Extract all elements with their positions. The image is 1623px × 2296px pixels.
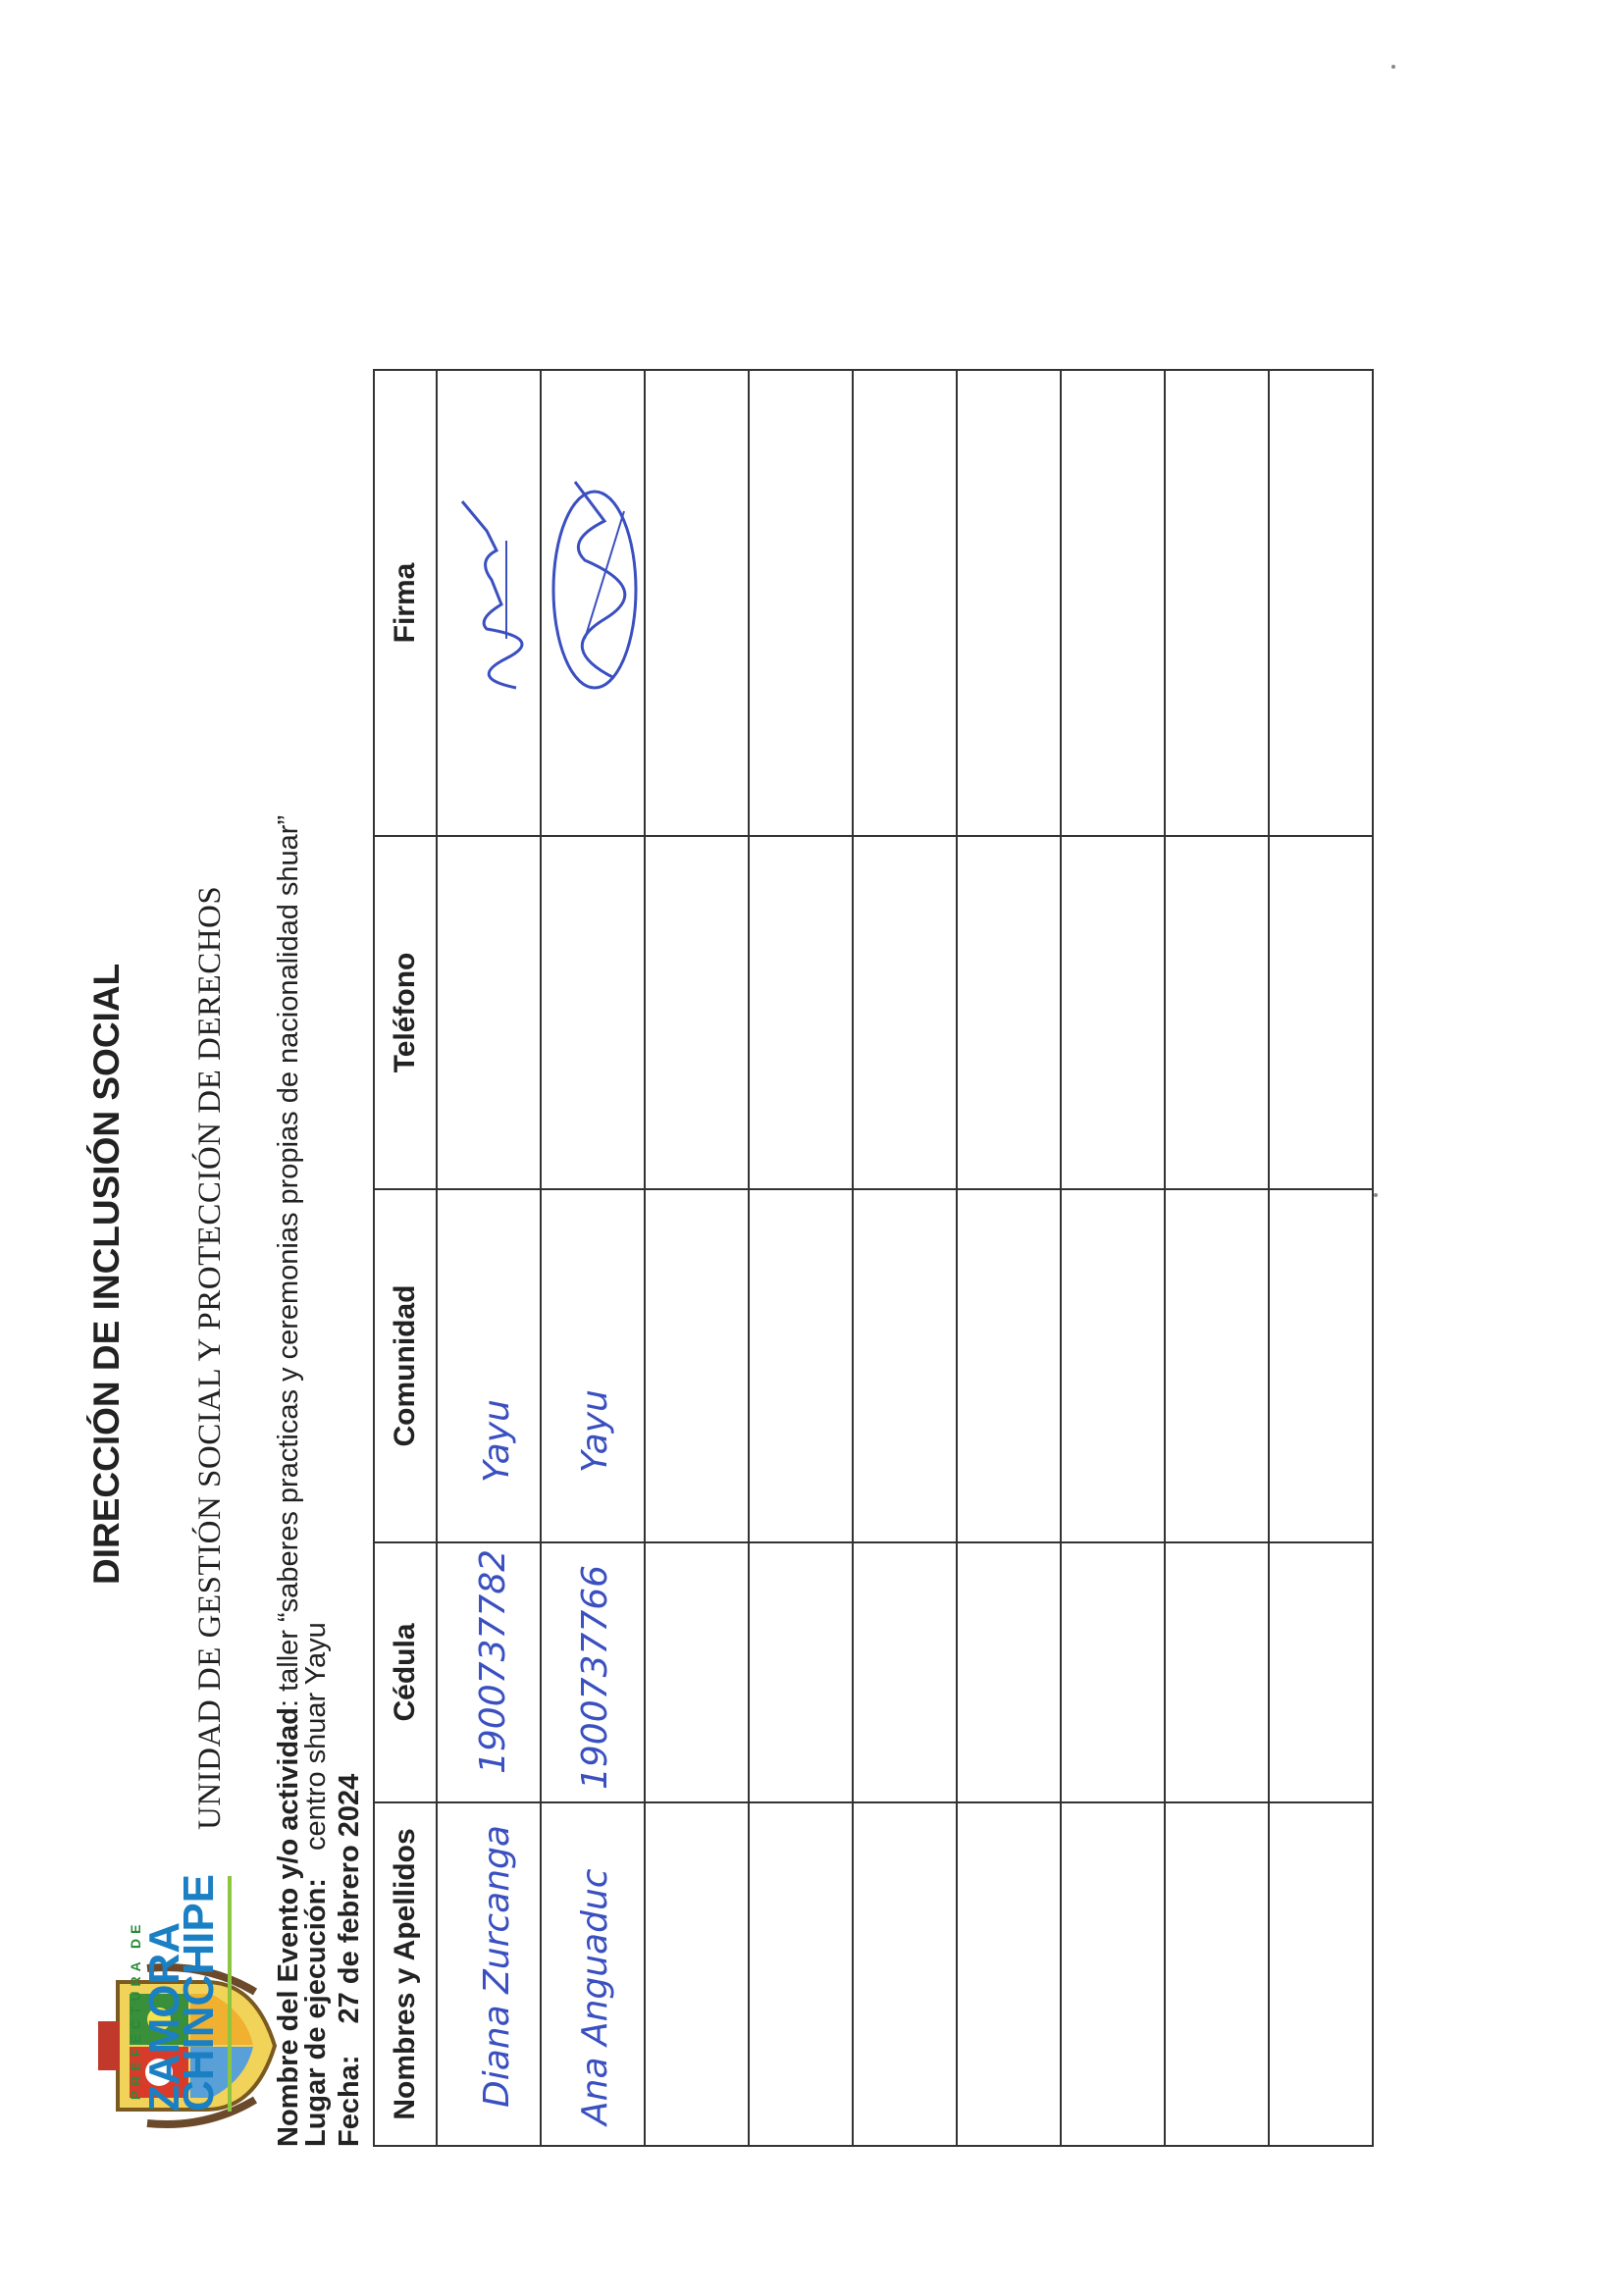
column-header-telefono: Teléfono — [374, 836, 437, 1189]
handwritten-comunidad: Yayu — [477, 1399, 517, 1483]
cell-cedula[interactable] — [1165, 1542, 1269, 1802]
event-name-label: Nombre del Evento y/o actividad — [273, 1707, 304, 2147]
table-row — [645, 370, 749, 2146]
handwritten-comunidad: Yayu — [575, 1389, 615, 1473]
cell-telefono[interactable] — [749, 836, 853, 1189]
cell-comunidad[interactable] — [541, 1189, 645, 1542]
cell-comunidad[interactable] — [1061, 1189, 1165, 1542]
cell-cedula[interactable] — [749, 1542, 853, 1802]
cell-firma[interactable] — [957, 370, 1061, 836]
cell-cedula[interactable] — [645, 1542, 749, 1802]
cell-cedula[interactable] — [853, 1542, 957, 1802]
cell-nombre[interactable] — [1061, 1802, 1165, 2146]
brand-line-1: ZAMORA — [140, 1921, 188, 2112]
cell-comunidad[interactable] — [645, 1189, 749, 1542]
cell-telefono[interactable] — [853, 836, 957, 1189]
page-title: DIRECCIÓN DE INCLUSIÓN SOCIAL — [86, 963, 127, 1585]
cell-comunidad[interactable] — [957, 1189, 1061, 1542]
column-header-cedula: Cédula — [374, 1542, 437, 1802]
cell-telefono[interactable] — [645, 836, 749, 1189]
table-row — [957, 370, 1061, 2146]
cell-comunidad[interactable] — [1269, 1189, 1373, 1542]
cell-firma[interactable] — [645, 370, 749, 836]
table-row — [1269, 370, 1373, 2146]
scan-speck — [1374, 1193, 1378, 1197]
handwritten-name: Ana Anguaduc — [575, 1868, 615, 2125]
table-row — [749, 370, 853, 2146]
brand-prefix: PREFECTURA DE — [128, 1919, 143, 2100]
brand-underline — [228, 1876, 232, 2112]
cell-comunidad[interactable] — [853, 1189, 957, 1542]
signature-2 — [546, 452, 644, 707]
event-place-line — [300, 1622, 333, 2147]
cell-firma[interactable] — [1061, 370, 1165, 836]
cell-nombre[interactable] — [1165, 1802, 1269, 2146]
cell-comunidad[interactable] — [1165, 1189, 1269, 1542]
event-date-line — [334, 1774, 366, 2147]
scan-speck — [1391, 65, 1395, 69]
cell-comunidad[interactable] — [437, 1189, 541, 1542]
cell-nombre[interactable] — [749, 1802, 853, 2146]
cell-telefono[interactable] — [1061, 836, 1165, 1189]
column-header-comunidad: Comunidad — [374, 1189, 437, 1542]
cell-firma[interactable] — [853, 370, 957, 836]
event-name-value: : taller “saberes practicas y ceremonias propias de nacionalidad shuar” — [273, 814, 304, 1707]
cell-nombre[interactable] — [957, 1802, 1061, 2146]
cell-cedula[interactable] — [541, 1542, 645, 1802]
handwritten-cedula: 1900737782 — [473, 1548, 513, 1774]
cell-firma[interactable] — [1165, 370, 1269, 836]
cell-cedula[interactable] — [1269, 1542, 1373, 1802]
table-row — [1061, 370, 1165, 2146]
cell-nombre[interactable] — [853, 1802, 957, 2146]
column-header-firma: Firma — [374, 370, 437, 836]
cell-telefono[interactable] — [1269, 836, 1373, 1189]
cell-telefono[interactable] — [541, 836, 645, 1189]
cell-comunidad[interactable] — [749, 1189, 853, 1542]
event-place-value: centro shuar Yayu — [300, 1622, 332, 1851]
cell-nombre[interactable] — [437, 1802, 541, 2146]
event-date-value: 27 de febrero 2024 — [334, 1773, 365, 2024]
cell-firma[interactable] — [437, 370, 541, 836]
cell-firma[interactable] — [541, 370, 645, 836]
cell-firma[interactable] — [749, 370, 853, 836]
cell-telefono[interactable] — [1165, 836, 1269, 1189]
handwritten-name: Diana Zurcanga — [477, 1825, 517, 2108]
table-row — [437, 370, 541, 2146]
table-row — [1165, 370, 1269, 2146]
table-row — [853, 370, 957, 2146]
event-place-label: Lugar de ejecución: — [300, 1878, 332, 2147]
table-row — [541, 370, 645, 2146]
cell-cedula[interactable] — [1061, 1542, 1165, 1802]
brand-line-2: CHINCHIPE — [175, 1873, 223, 2112]
cell-nombre[interactable] — [645, 1802, 749, 2146]
event-date-label: Fecha: — [334, 2055, 365, 2147]
column-header-nombres: Nombres y Apellidos — [374, 1802, 437, 2146]
attendance-table — [373, 369, 1374, 2147]
handwritten-cedula: 1900737766 — [575, 1564, 615, 1790]
cell-telefono[interactable] — [957, 836, 1061, 1189]
table-header-row — [374, 370, 437, 2146]
cell-cedula[interactable] — [437, 1542, 541, 1802]
cell-cedula[interactable] — [957, 1542, 1061, 1802]
page-subtitle: UNIDAD DE GESTIÓN SOCIAL Y PROTECCIÓN DE DERECHOS — [192, 885, 228, 1830]
cell-nombre[interactable] — [1269, 1802, 1373, 2146]
cell-firma[interactable] — [1269, 370, 1373, 836]
cell-nombre[interactable] — [541, 1802, 645, 2146]
signature-1 — [447, 482, 536, 698]
cell-telefono[interactable] — [437, 836, 541, 1189]
